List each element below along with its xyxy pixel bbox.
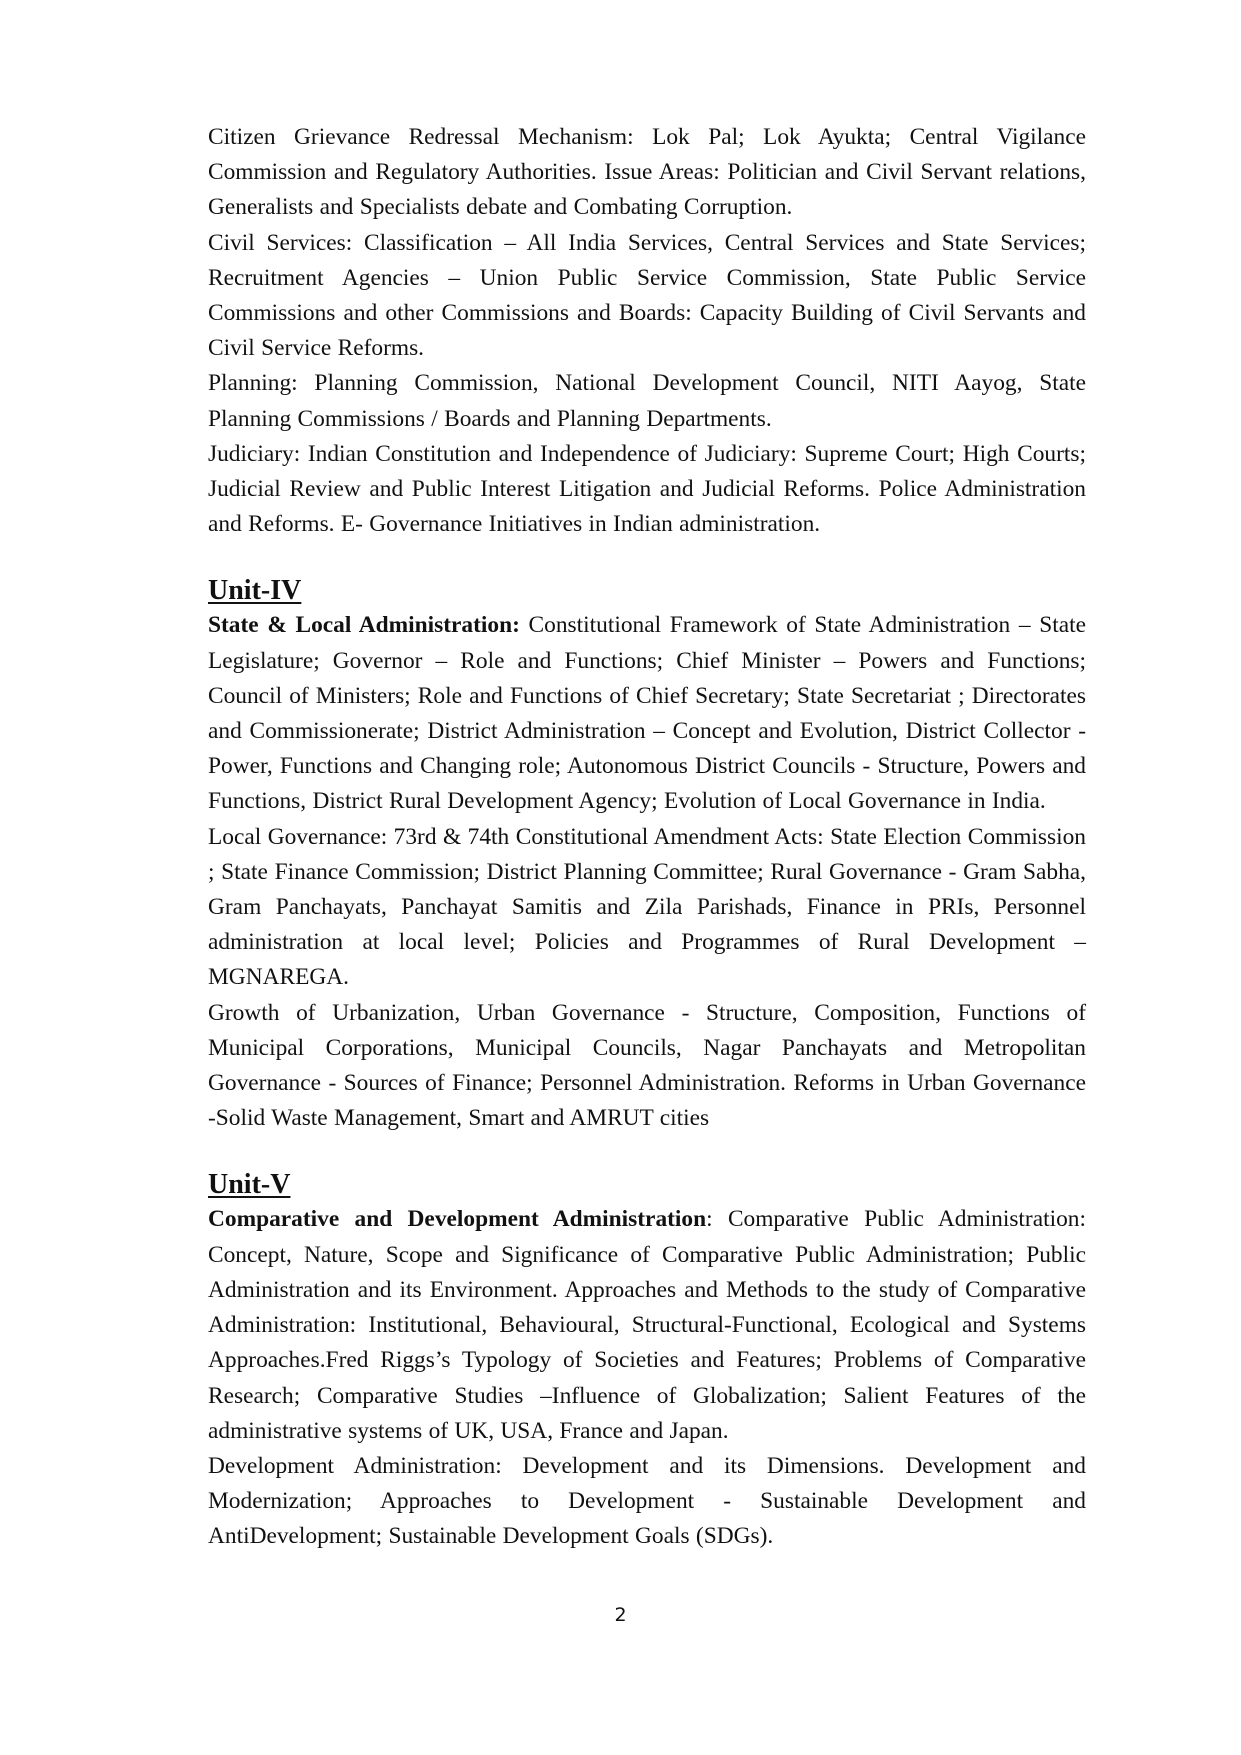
paragraph-judiciary: Judiciary: Indian Constitution and Independence of Judiciary: Supreme Court; High Courts; Judicial Review and Public Interest Litigation and Judicial Reforms. Police Administration and Reforms. E- Governance Initiatives in Indian administration.	[208, 440, 1086, 538]
comparative-administration-text: : Comparative Public Administration: Concept, Nature, Scope and Significance of Comparative Public Administration; Public Administration and its Environment. Approaches and Methods to the study of Comparative Administration: Institutional, Behavioural, Structural-Functional, Ecological and Systems Approaches.Fred Riggs’s Typology of Societies and Features; Problems of Comparative Research; Comparative Studies –Influence of Globalization; Salient Features of the administrative systems of UK, USA, France and Japan.	[208, 1206, 1086, 1444]
section-spacer	[208, 542, 1086, 574]
section-spacer	[208, 1136, 1086, 1168]
state-local-administration-lead: State & Local Administration:	[208, 612, 520, 639]
unit-v-heading: Unit-V	[208, 1169, 291, 1201]
paragraph-planning: Planning: Planning Commission, National Development Council, NITI Aayog, State Planning Commissions / Boards and Planning Departments.	[208, 370, 1086, 432]
document-page	[208, 120, 1086, 1555]
paragraph-development-administration: Development Administration: Development and its Dimensions. Development and Modernization; Approaches to Development - Sustainable Development and AntiDevelopment; Sustainable Development Goals (SDGs).	[208, 1452, 1086, 1550]
paragraph-grievance-redressal: Citizen Grievance Redressal Mechanism: Lok Pal; Lok Ayukta; Central Vigilance Commission and Regulatory Authorities. Issue Areas: Politician and Civil Servant relations, Generalists and Specialists debate and Combating Corruption.	[208, 124, 1086, 221]
page-number: 2	[614, 1604, 627, 1626]
paragraph-state-local-administration	[208, 608, 1086, 819]
paragraph-local-governance: Local Governance: 73rd & 74th Constitutional Amendment Acts: State Election Commission ; State Finance Commission; District Planning Committee; Rural Governance - Gram Sabha, Gram Panchayats, Panchayat Samitis and Zila Parishads, Finance in PRIs, Personnel administration at local level; Policies and Programmes of Rural Development – MGNAREGA.	[208, 823, 1086, 991]
paragraph-civil-services: Civil Services: Classification – All India Services, Central Services and State Services; Recruitment Agencies – Union Public Service Commission, State Public Service Commissions and other Commissions and Boards: Capacity Building of Civil Servants and Civil Service Reforms.	[208, 229, 1086, 362]
paragraph-comparative-administration	[208, 1202, 1086, 1448]
state-local-administration-text: Constitutional Framework of State Administration – State Legislature; Governor – Role and Functions; Chief Minister – Powers and Functions; Council of Ministers; Role and Functions of Chief Secretary; State Secretariat ; Directorates and Commissionerate; District Administration – Concept and Evolution, District Collector - Power, Functions and Changing role; Autonomous District Councils - Structure, Powers and Functions, District Rural Development Agency; Evolution of Local Governance in India.	[208, 612, 1086, 815]
unit-iv-heading: Unit-IV	[208, 575, 302, 607]
comparative-administration-lead: Comparative and Development Administration	[208, 1206, 707, 1233]
paragraph-urbanization: Growth of Urbanization, Urban Governance - Structure, Composition, Functions of Municipal Corporations, Municipal Councils, Nagar Panchayats and Metropolitan Governance - Sources of Finance; Personnel Administration. Reforms in Urban Governance -Solid Waste Management, Smart and AMRUT cities	[208, 999, 1086, 1132]
